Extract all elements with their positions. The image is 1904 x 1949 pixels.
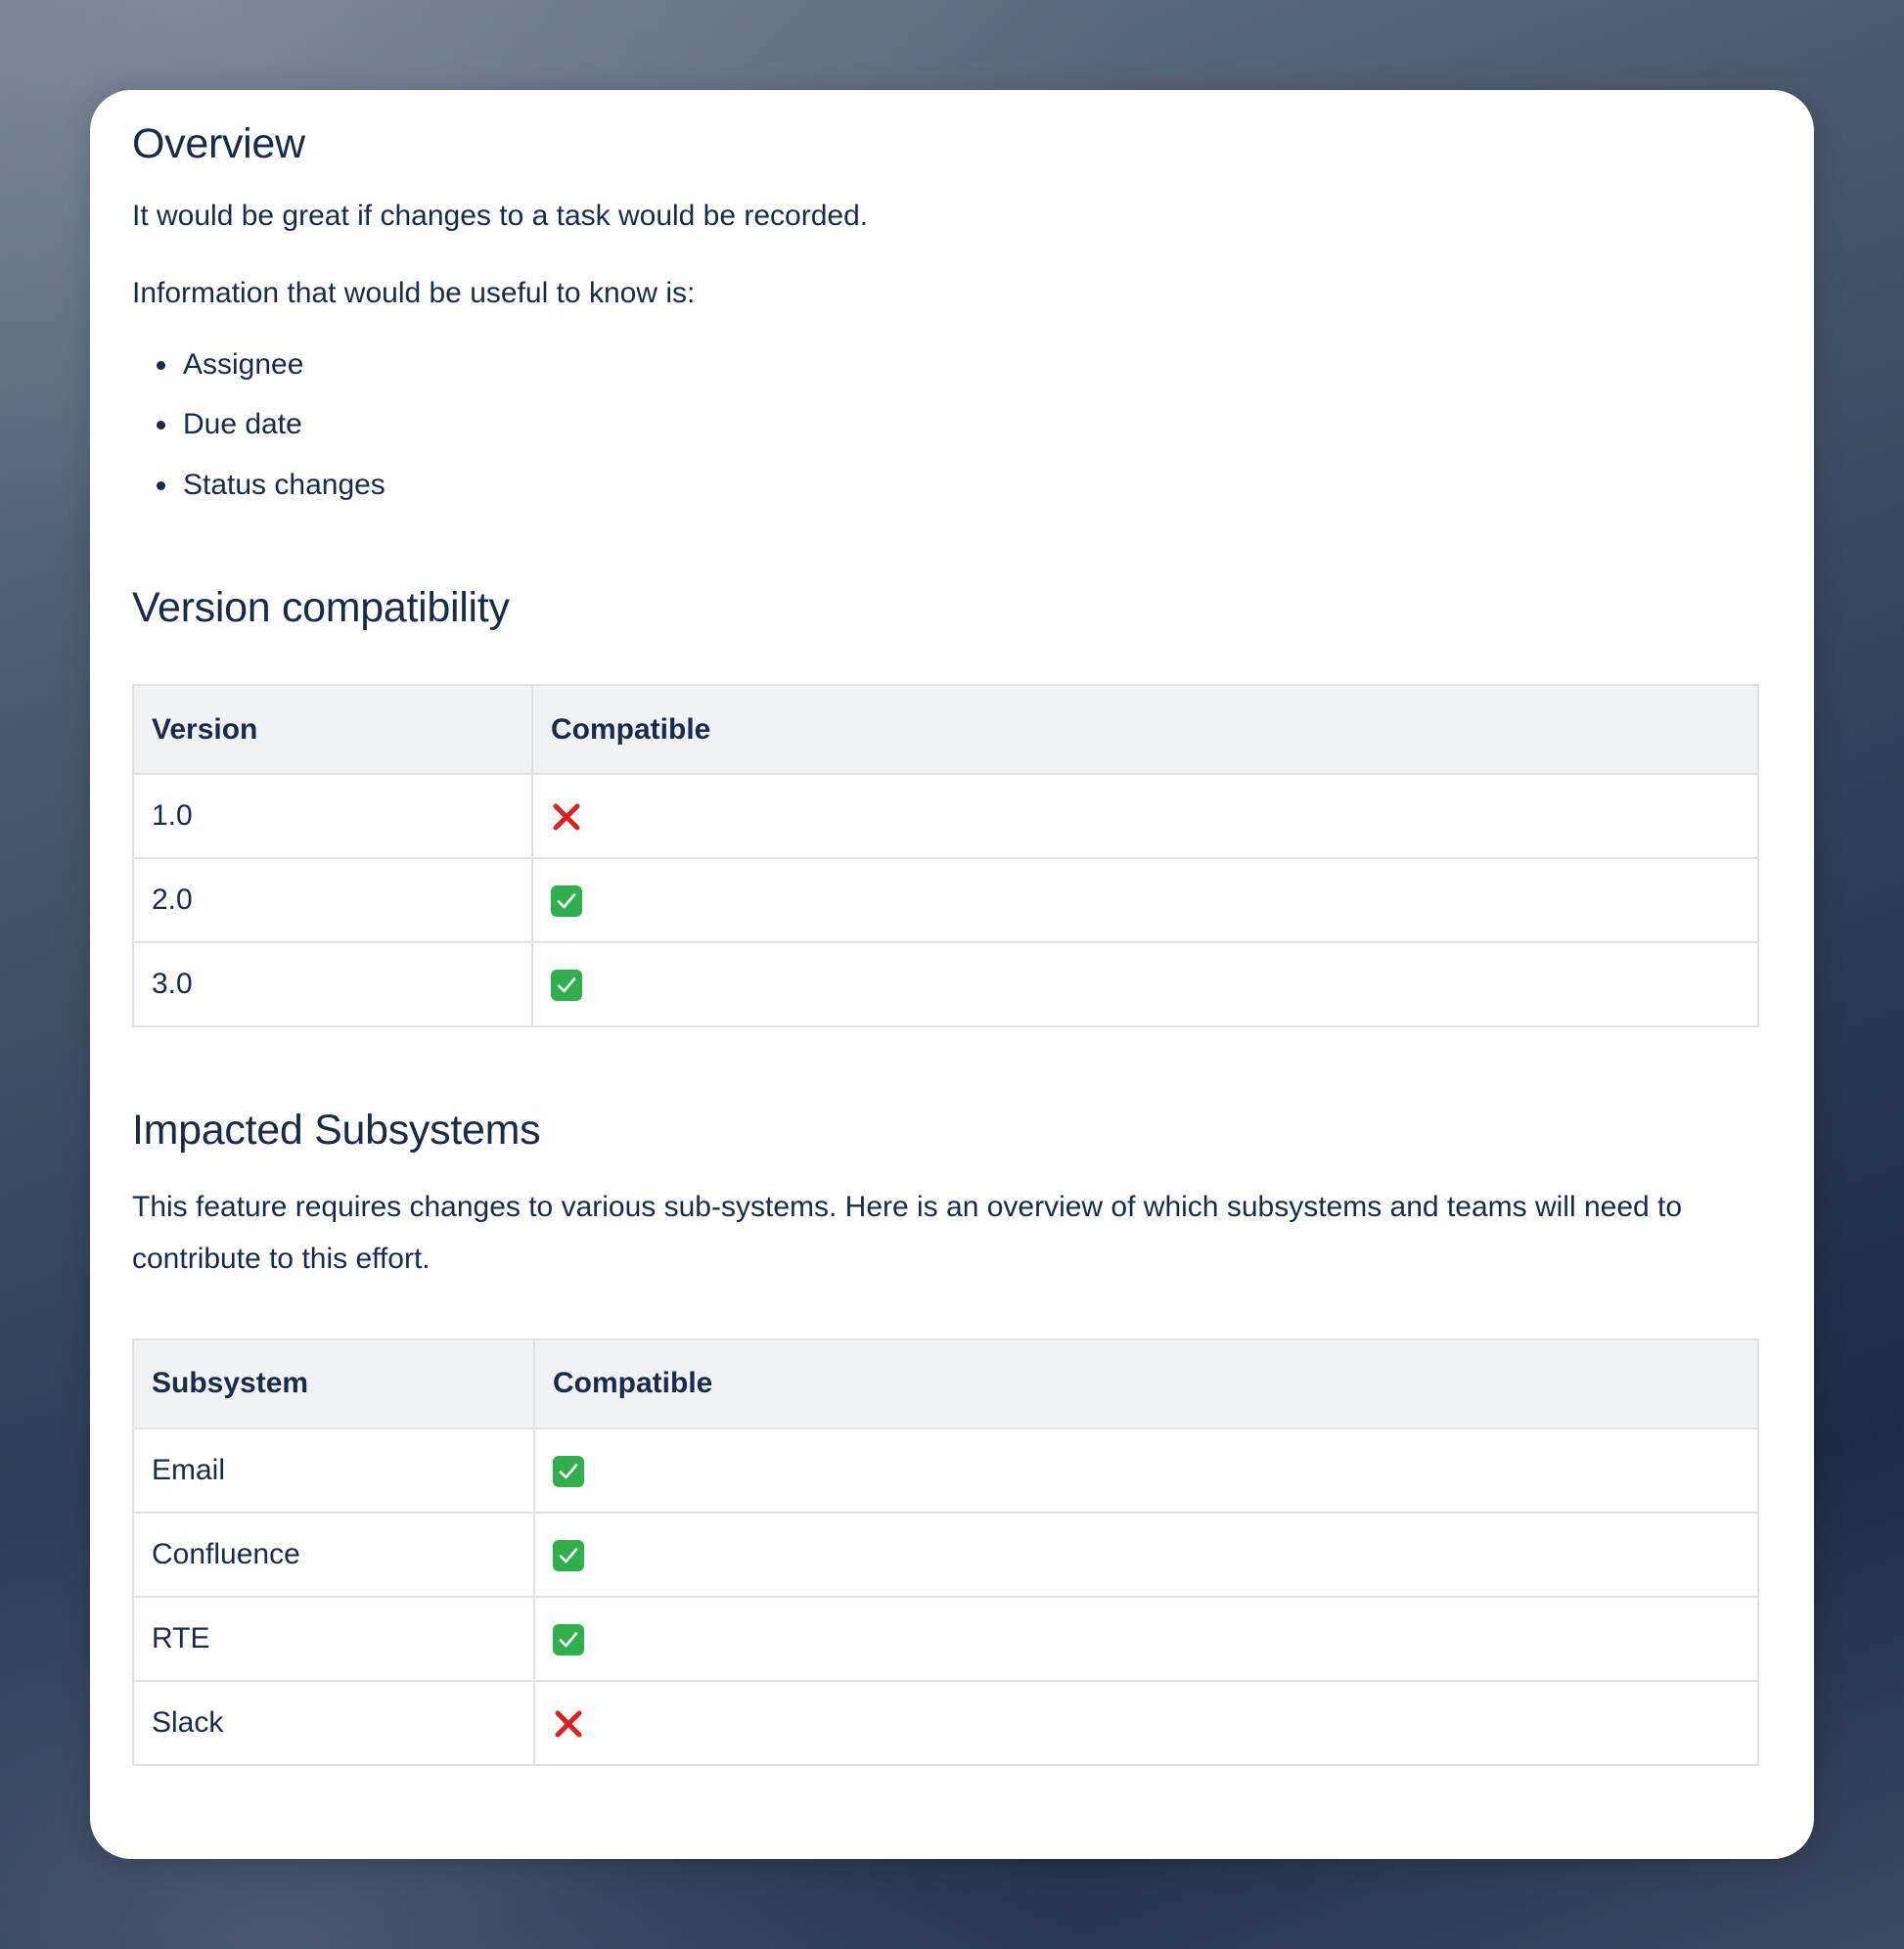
table-row xyxy=(133,774,1758,858)
check-icon xyxy=(551,970,582,1001)
version-compatibility-heading: Version compatibility xyxy=(132,583,510,631)
column-header-compatible: Compatible xyxy=(534,1339,1758,1428)
bullet-dot xyxy=(157,421,165,430)
impacted-subsystems-paragraph: This feature requires changes to various sub-systems. Here is an overview of which subsystems and teams will need to contribute to this effort. xyxy=(132,1190,1683,1275)
bullet-item-due-date xyxy=(154,404,1759,445)
overview-paragraph-1: It would be great if changes to a task would be recorded. xyxy=(132,199,869,232)
column-header-version: Version xyxy=(133,685,532,774)
table-row xyxy=(133,942,1758,1026)
subsystem-cell: Slack xyxy=(133,1681,534,1765)
table-row xyxy=(133,1681,1758,1765)
bullet-item-label: Due date xyxy=(183,408,302,441)
info-bullet-list xyxy=(132,344,1759,506)
bullet-item-label: Assignee xyxy=(183,347,304,381)
bullet-item-assignee xyxy=(154,344,1759,385)
compatible-cell xyxy=(534,1597,1758,1681)
subsystem-cell: Email xyxy=(133,1428,534,1513)
table-header-row xyxy=(133,685,1758,774)
content-card xyxy=(90,90,1814,1859)
table-row xyxy=(133,1428,1758,1513)
cross-icon xyxy=(553,1708,584,1740)
subsystem-cell: RTE xyxy=(133,1597,534,1681)
check-icon xyxy=(553,1456,584,1487)
check-icon xyxy=(553,1624,584,1655)
cross-icon xyxy=(551,801,582,833)
table-row xyxy=(133,1597,1758,1681)
impacted-subsystems-table xyxy=(132,1338,1759,1766)
check-icon xyxy=(551,885,582,917)
bullet-item-label: Status changes xyxy=(183,468,385,501)
overview-paragraph-2: Information that would be useful to know is: xyxy=(132,276,696,309)
table-row xyxy=(133,1513,1758,1597)
bullet-item-status-changes xyxy=(154,465,1759,506)
version-cell: 3.0 xyxy=(133,942,532,1026)
check-icon xyxy=(553,1540,584,1571)
compatible-cell xyxy=(532,942,1758,1026)
table-header-row xyxy=(133,1339,1758,1428)
column-header-compatible: Compatible xyxy=(532,685,1758,774)
subsystem-cell: Confluence xyxy=(133,1513,534,1597)
bullet-dot xyxy=(157,361,165,370)
compatible-cell xyxy=(532,858,1758,942)
version-compatibility-table xyxy=(132,684,1759,1027)
compatible-cell xyxy=(534,1428,1758,1513)
impacted-subsystems-heading: Impacted Subsystems xyxy=(132,1107,541,1155)
overview-heading: Overview xyxy=(132,120,305,167)
compatible-cell xyxy=(534,1513,1758,1597)
version-cell: 2.0 xyxy=(133,858,532,942)
compatible-cell xyxy=(534,1681,1758,1765)
bullet-dot xyxy=(157,481,165,490)
version-cell: 1.0 xyxy=(133,774,532,858)
compatible-cell xyxy=(532,774,1758,858)
table-row xyxy=(133,858,1758,942)
column-header-subsystem: Subsystem xyxy=(133,1339,534,1428)
